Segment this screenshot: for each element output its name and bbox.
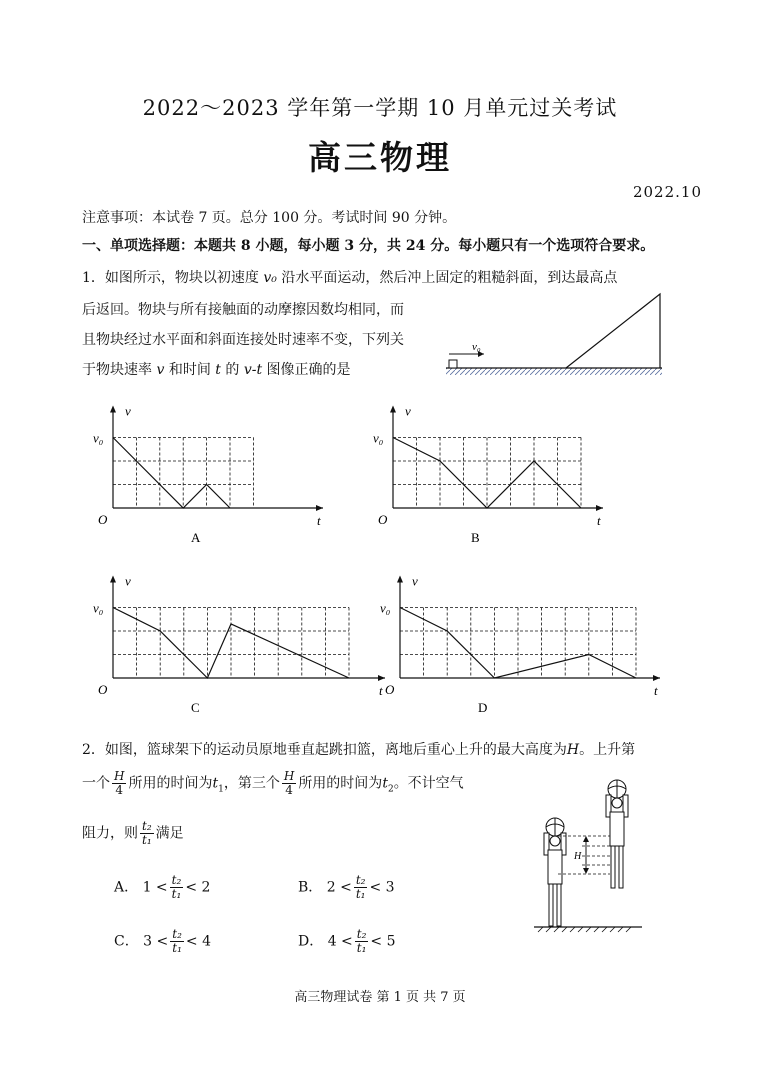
vt-graph-c	[93, 574, 385, 716]
velocity-curve	[113, 438, 230, 509]
v-axis-arrowhead	[397, 576, 403, 583]
choice-b-left: 2 <	[326, 879, 352, 896]
choice-d-left: 4 <	[327, 933, 353, 950]
q1-line4	[82, 360, 351, 380]
origin-label: O	[378, 512, 388, 527]
v0-label: v₀	[380, 600, 391, 616]
t-axis-label: t	[597, 513, 601, 528]
t-axis-arrowhead	[378, 675, 385, 681]
v-axis-arrowhead	[110, 576, 116, 583]
choice-a-fraction: $\frac{\text{t₂}}{\text{t₁}}$	[171, 873, 182, 901]
q1-line4-a: 于物块速率	[82, 362, 152, 378]
notice: 注意事项：本试卷 7 页。总分 100 分。考试时间 90 分钟。	[82, 210, 457, 226]
v-axis-arrowhead	[390, 406, 396, 413]
origin-label: O	[98, 512, 108, 527]
t-axis-label: t	[654, 683, 658, 698]
section-heading-text: 一、单项选择题：本题共 8 小题，每小题 3 分，共 24 分。每小题只有一个选项符合要求。	[82, 238, 655, 254]
choice-b[interactable]	[298, 874, 395, 901]
height-label: H	[574, 851, 582, 862]
v0-label: v₀	[373, 430, 384, 446]
choice-a-left: 1 <	[142, 879, 168, 896]
origin-label: O	[98, 682, 108, 697]
q1-v: v	[156, 362, 165, 378]
choice-a[interactable]	[114, 874, 210, 901]
velocity-label: v₀	[472, 341, 481, 353]
q1-line4-c: 的	[225, 362, 240, 378]
q1-line4-d: 图像正确的是	[266, 362, 351, 378]
q2-line3	[82, 820, 184, 847]
fraction-H-4: $\frac{H}{4}$	[114, 769, 125, 797]
choice-d[interactable]	[298, 928, 396, 955]
t-axis-arrowhead	[653, 675, 660, 681]
q1-line1-b: 沿水平面运动，然后冲上固定的粗糙斜面，到达最高点	[281, 270, 618, 286]
basketball-figure	[530, 775, 680, 935]
option-label: B	[471, 530, 480, 545]
player-jumping	[606, 780, 628, 888]
choice-a-label: A．	[114, 879, 139, 896]
q1-vt: v-t	[243, 362, 263, 378]
q1-v0: v₀	[263, 270, 277, 286]
q2-line1-b: 。上升第	[579, 742, 636, 758]
q2-line1	[82, 740, 635, 760]
q2-line2	[82, 770, 464, 802]
choice-c-label: C．	[114, 933, 139, 950]
q2-t1-sub: 1	[218, 784, 224, 795]
q2-H: H	[566, 742, 580, 758]
t-axis-label: t	[317, 513, 321, 528]
option-label: D	[478, 700, 488, 715]
v0-label: v₀	[93, 430, 104, 446]
choice-c[interactable]	[114, 928, 211, 955]
ground-hatch	[446, 368, 662, 375]
choice-a-right: < 2	[185, 879, 211, 896]
q2-t2: t	[382, 775, 388, 792]
q1-line2: 后返回。物块与所有接触面的动摩擦因数均相同，而	[82, 302, 404, 318]
height-arrowhead-bottom	[583, 868, 589, 874]
vt-graph-d	[380, 574, 660, 716]
block	[449, 360, 457, 368]
v-axis-label: v	[125, 573, 131, 589]
q1-line3: 且物块经过水平面和斜面连接处时速率不变，下列关	[82, 332, 404, 348]
q2-line1-a: 2．如图，篮球架下的运动员原地垂直起跳扣篮，离地后重心上升的最大高度为	[82, 742, 567, 758]
choice-c-fraction: $\frac{\text{t₂}}{\text{t₁}}$	[172, 927, 182, 955]
origin-label: O	[385, 682, 395, 697]
q1-line1-a: 1．如图所示，物块以初速度	[82, 270, 259, 286]
vt-graph-b	[373, 404, 603, 546]
choice-d-right: < 5	[370, 933, 396, 950]
t-axis-arrowhead	[596, 505, 603, 511]
exam-date: 2022.10	[632, 183, 702, 201]
option-label: A	[191, 530, 201, 545]
q2-line2-e: 。不计空气	[393, 775, 464, 792]
q2-line2-a: 一个	[82, 775, 110, 792]
choice-c-left: 3 <	[143, 933, 169, 950]
choice-d-label: D．	[298, 933, 324, 950]
option-label: C	[191, 700, 200, 715]
incline	[566, 294, 660, 368]
v-axis-arrowhead	[110, 406, 116, 413]
section-heading	[82, 236, 654, 256]
q1-t: t	[215, 362, 221, 378]
height-arrowhead-top	[583, 836, 589, 842]
q2-t2-sub: 2	[387, 784, 394, 795]
choice-b-right: < 3	[369, 879, 395, 896]
q2-line2-b: 所用的时间为	[128, 775, 213, 792]
vt-graph-a	[93, 404, 323, 546]
fraction-H-4-b: $\frac{H}{4}$	[283, 769, 295, 797]
subject-title: 高三物理	[308, 138, 452, 177]
q1-line1	[82, 268, 617, 288]
ground-hatch	[538, 927, 631, 932]
q2-line2-c: ，第三个	[223, 775, 280, 792]
t-axis-label: t	[379, 683, 383, 698]
incline-figure	[440, 290, 670, 382]
vt-graphs	[80, 390, 700, 725]
choice-b-label: B．	[298, 879, 323, 896]
player-standing	[544, 818, 566, 926]
v-axis-label: v	[125, 403, 131, 419]
v0-label: v₀	[93, 600, 104, 616]
q2-t1: t	[212, 775, 219, 792]
choice-c-right: < 4	[185, 933, 211, 950]
page-footer: 高三物理试卷 第 1 页 共 7 页	[294, 990, 466, 1005]
q2-line3-b: 满足	[155, 825, 184, 842]
q2-line2-d: 所用的时间为	[298, 775, 383, 792]
q2-line3-a: 阻力，则	[82, 825, 138, 842]
choice-d-fraction: $\frac{\text{t₂}}{\text{t₁}}$	[356, 927, 367, 955]
exam-title: 2022～2023 学年第一学期 10 月单元过关考试	[142, 96, 618, 120]
q1-line4-b: 和时间	[168, 362, 211, 378]
v-axis-label: v	[412, 573, 418, 589]
t-axis-arrowhead	[316, 505, 323, 511]
ratio-t2-t1: $\frac{\text{t₂}}{\text{t₁}}$	[142, 819, 152, 847]
v-axis-label: v	[405, 403, 411, 419]
choice-b-fraction: $\frac{\text{t₂}}{\text{t₁}}$	[355, 873, 366, 901]
